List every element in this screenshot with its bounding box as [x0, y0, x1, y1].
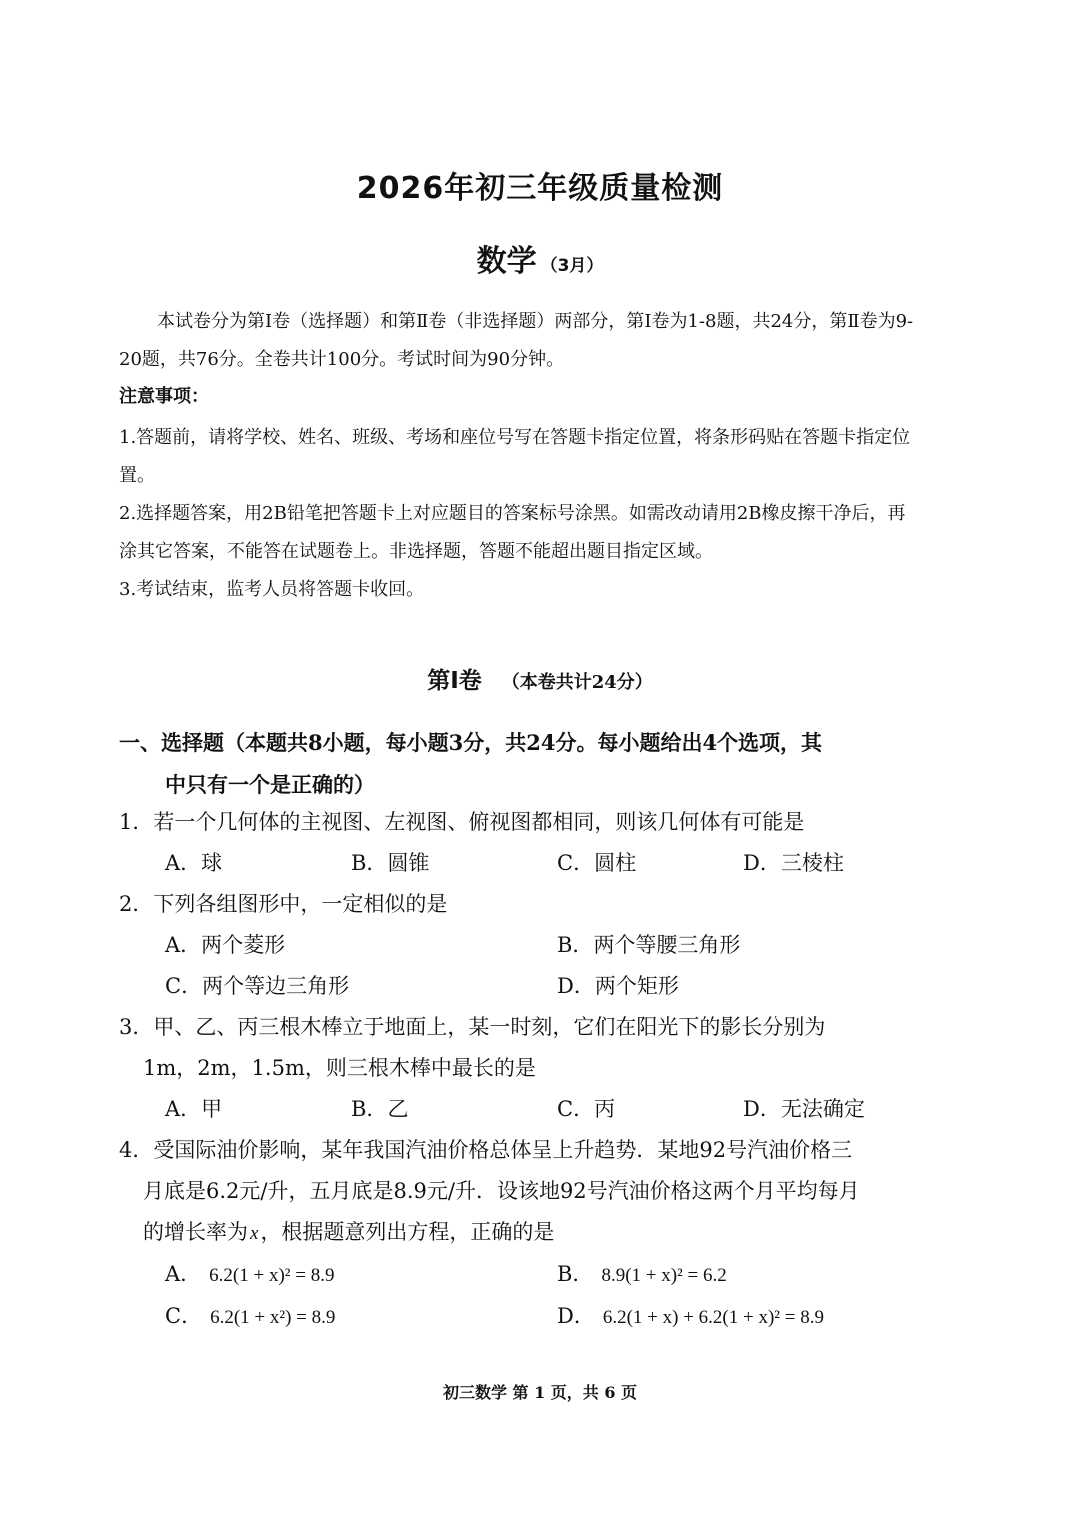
- subject-name: 数学: [476, 244, 537, 279]
- option-b: B．两个等腰三角形: [557, 933, 741, 957]
- option-row: [119, 843, 939, 884]
- option-d: D．三棱柱: [743, 851, 844, 875]
- option-b: B．圆锥: [351, 851, 430, 875]
- question-stem: 若一个几何体的主视图、左视图、俯视图都相同，则该几何体有可能是: [153, 810, 805, 834]
- question-number: 2．: [119, 892, 154, 916]
- question-3: [119, 1007, 939, 1130]
- section-heading-line2: 中只有一个是正确的）: [165, 772, 375, 797]
- part-one-label: 第Ⅰ卷: [427, 668, 482, 694]
- question-4: [119, 1130, 939, 1338]
- notice-list: [119, 419, 919, 609]
- question-1: [119, 802, 939, 884]
- section-heading-line1: 一、选择题（本题共8小题，每小题3分，共24分。每小题给出4个选项，其: [119, 730, 823, 755]
- question-2: [119, 884, 939, 1007]
- option-b: B． 8.9(1 + x)² = 6.2: [557, 1262, 727, 1286]
- option-c: C．两个等边三角形: [165, 974, 350, 998]
- part-one-title: [0, 662, 1080, 695]
- subject-title: [0, 236, 1080, 280]
- question-stem: 甲、乙、丙三根木棒立于地面上，某一时刻，它们在阳光下的影长分别为: [153, 1015, 826, 1039]
- option-row: [119, 1254, 939, 1296]
- question-number: 4．: [119, 1138, 154, 1162]
- notice-item: 2.选择题答案，用2B铅笔把答题卡上对应题目的答案标号涂黑。如需改动请用2B橡皮擦干净后，再涂其它答案，不能答在试题卷上。非选择题，答题不能超出题目指定区域。: [119, 503, 906, 562]
- option-a: A． 6.2(1 + x)² = 8.9: [165, 1262, 335, 1286]
- question-number: 1．: [119, 810, 154, 834]
- question-stem: 下列各组图形中，一定相似的是: [153, 892, 448, 916]
- option-row: [119, 1089, 939, 1130]
- option-a: A．球: [165, 851, 223, 875]
- question-list: [119, 802, 939, 1338]
- notice-item: 3.考试结束，监考人员将答题卡收回。: [119, 579, 425, 600]
- option-c: C．丙: [557, 1097, 616, 1121]
- option-row: [119, 1296, 939, 1338]
- option-c: C．圆柱: [557, 851, 637, 875]
- exam-title: 2026年初三年级质量检测: [356, 171, 724, 206]
- option-a: A．甲: [165, 1097, 223, 1121]
- question-stem-cont: 1m，2m，1.5m，则三根木棒中最长的是: [143, 1056, 536, 1080]
- option-row: [119, 966, 939, 1007]
- part-one-note: （本卷共计24分）: [501, 672, 653, 693]
- option-a: A．两个菱形: [165, 933, 286, 957]
- question-stem-cont2: 的增长率为 x，根据题意列出方程，正确的是: [143, 1220, 555, 1244]
- question-stem-cont: 月底是6.2元/升，五月底是8.9元/升．设该地92号汽油价格这两个月平均每月: [143, 1179, 860, 1203]
- option-row: [119, 925, 939, 966]
- notice-item: 1.答题前，请将学校、姓名、班级、考场和座位号写在答题卡指定位置，将条形码贴在答题卡指定位置。: [119, 427, 911, 486]
- option-d: D．两个矩形: [557, 974, 679, 998]
- option-c: C． 6.2(1 + x²) = 8.9: [165, 1304, 336, 1328]
- section-heading: [119, 722, 919, 806]
- question-number: 3．: [119, 1015, 154, 1039]
- option-d: D． 6.2(1 + x) + 6.2(1 + x)² = 8.9: [557, 1304, 824, 1328]
- notice-heading: 注意事项：: [119, 386, 209, 407]
- option-d: D．无法确定: [743, 1097, 865, 1121]
- exam-intro: 本试卷分为第Ⅰ卷（选择题）和第Ⅱ卷（非选择题）两部分，第Ⅰ卷为1-8题，共24分，第Ⅱ卷为9-20题，共76分。全卷共计100分。考试时间为90分钟。: [119, 311, 914, 370]
- exam-month: （3月）: [540, 256, 604, 276]
- variable-x: x: [250, 1223, 259, 1244]
- page-footer: 初三数学 第 1 页，共 6 页: [442, 1383, 638, 1402]
- question-stem: 受国际油价影响，某年我国汽油价格总体呈上升趋势．某地92号汽油价格三: [153, 1138, 853, 1162]
- option-b: B．乙: [351, 1097, 409, 1121]
